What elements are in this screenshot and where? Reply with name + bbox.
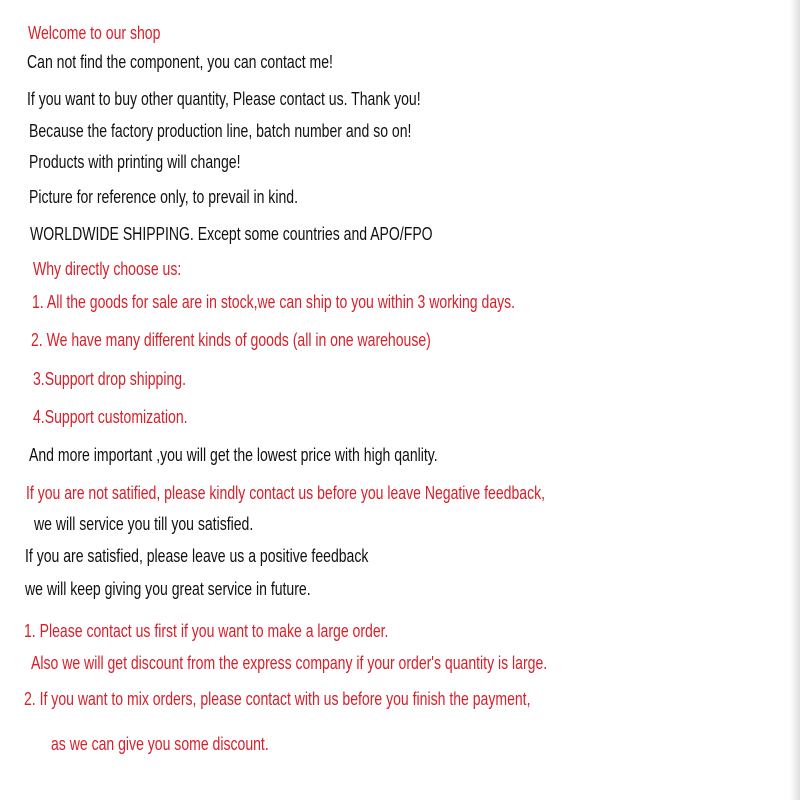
reason-3: 3.Support drop shipping. xyxy=(33,369,186,389)
order-1-continued: Also we will get discount from the express company if your order's quantity is large. xyxy=(31,653,548,673)
welcome-heading: Welcome to our shop xyxy=(28,23,161,43)
unsatisfied-line: If you are not satified, please kindly contact us before you leave Negative feedback, xyxy=(26,483,546,503)
reason-1: 1. All the goods for sale are in stock,we can ship to you within 3 working days. xyxy=(32,292,516,312)
order-1: 1. Please contact us first if you want to make a large order. xyxy=(24,621,389,641)
printing-line: Products with printing will change! xyxy=(29,152,241,172)
reason-2: 2. We have many different kinds of goods (all in one warehouse) xyxy=(31,330,431,350)
price-line: And more important ,you will get the lowest price with high qanlity. xyxy=(29,445,438,465)
future-line: we will keep giving you great service in future. xyxy=(25,579,311,599)
order-2: 2. If you want to mix orders, please contact with us before you finish the payment, xyxy=(24,689,531,709)
contact-line: Can not find the component, you can contact me! xyxy=(27,52,333,72)
picture-line: Picture for reference only, to prevail in kind. xyxy=(29,187,298,207)
shipping-line: WORLDWIDE SHIPPING. Except some countries and APO/FPO xyxy=(30,224,433,244)
quantity-line: If you want to buy other quantity, Please contact us. Thank you! xyxy=(27,89,421,109)
service-line: we will service you till you satisfied. xyxy=(34,514,254,534)
factory-line: Because the factory production line, batch number and so on! xyxy=(29,121,412,141)
satisfied-line: If you are satisfied, please leave us a positive feedback xyxy=(25,546,369,566)
reason-4: 4.Support customization. xyxy=(33,407,188,427)
order-2-continued: as we can give you some discount. xyxy=(51,734,269,754)
page-edge-shadow xyxy=(790,0,800,800)
why-heading: Why directly choose us: xyxy=(33,259,182,279)
